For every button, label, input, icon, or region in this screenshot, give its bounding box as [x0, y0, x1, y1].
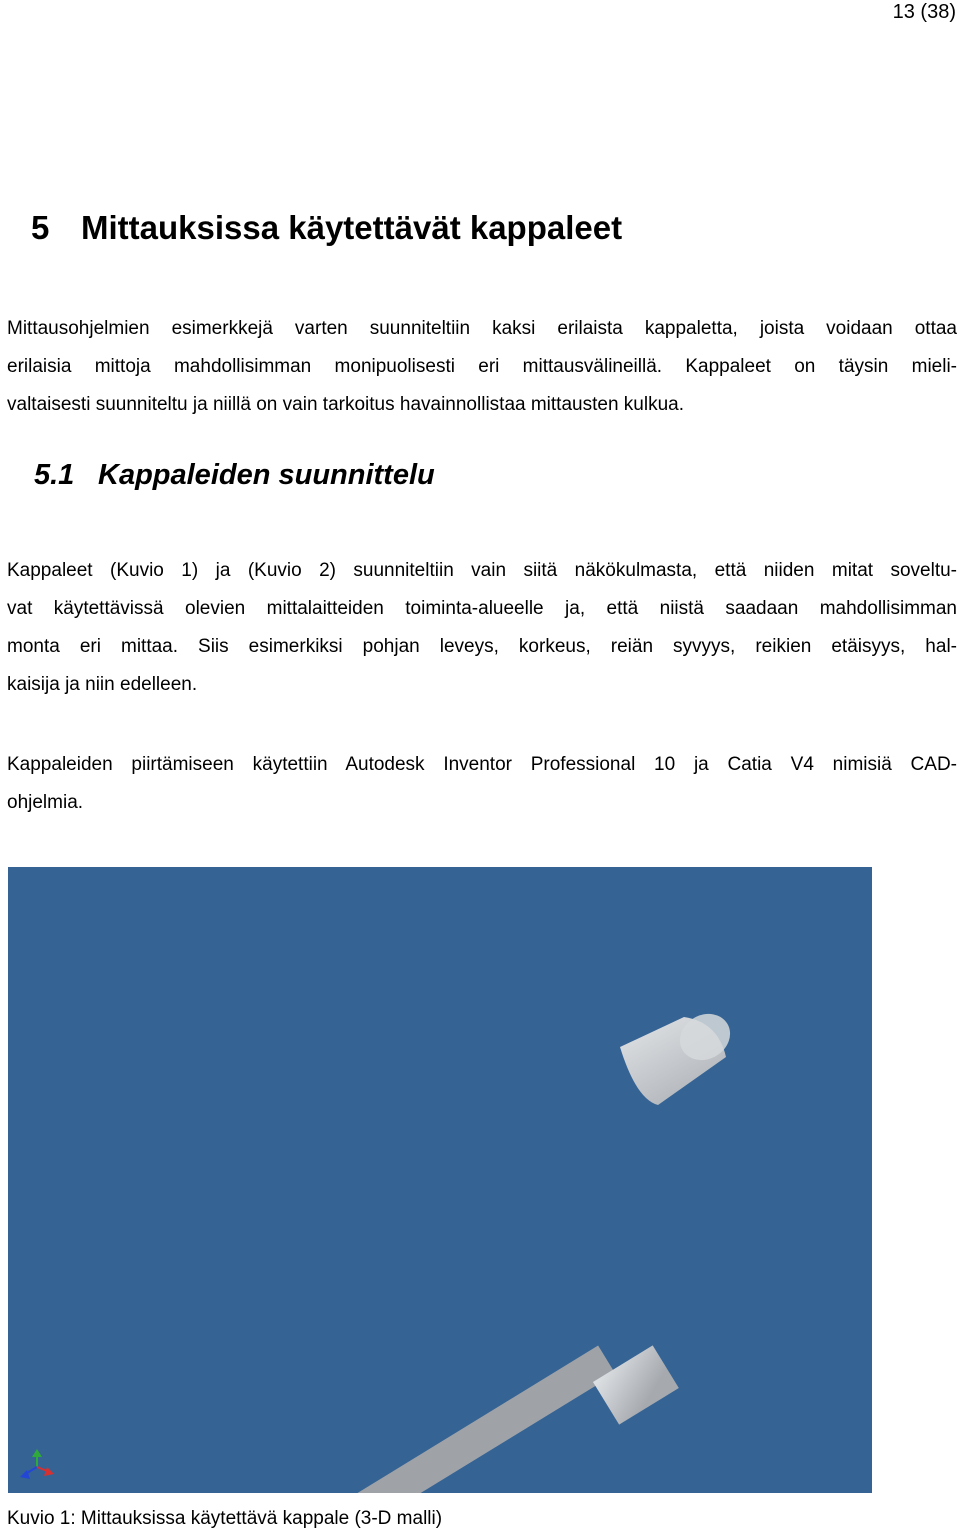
paragraph-line: Mittausohjelmien esimerkkejä varten suunniteltiin kaksi erilaista kappaletta, joista voidaan ottaa [7, 318, 957, 339]
paragraph-line: kaisija ja niin edelleen. [7, 674, 198, 695]
paragraph-line: monta eri mittaa. Siis esimerkiksi pohjan leveys, korkeus, reiän syvyys, reikien etäisyys, hal- [7, 636, 957, 657]
design-paragraph [7, 552, 957, 704]
page-number: 13 (38) [892, 1, 956, 23]
paragraph-line: vat käytettävissä olevien mittalaitteiden toiminta-alueelle ja, että niistä saadaan mahdollisimman [7, 598, 957, 619]
paragraph-line: Kappaleet (Kuvio 1) ja (Kuvio 2) suunniteltiin vain siitä näkökulmasta, että niiden mitat soveltu- [7, 560, 957, 581]
subsection-heading [34, 455, 435, 495]
figure-caption: Kuvio 1: Mittauksissa käytettävä kappale (3-D malli) [7, 1508, 443, 1529]
subsection-title: Kappaleiden suunnittelu [98, 459, 435, 491]
subsection-number: 5.1 [34, 459, 75, 491]
section-number: 5 [31, 209, 50, 246]
paragraph-line: erilaisia mittoja mahdollisimman monipuolisesti eri mittausvälineillä. Kappaleet on täysin mieli- [7, 356, 957, 377]
software-paragraph [7, 746, 957, 822]
shaft-collar [593, 1345, 679, 1424]
cad-model-render [8, 867, 872, 1493]
paragraph-line: Kappaleiden piirtämiseen käytettiin Autodesk Inventor Professional 10 ja Catia V4 nimisiä CAD- [7, 754, 957, 775]
section-title: Mittauksissa käytettävät kappaleet [81, 209, 623, 246]
cad-model-figure [8, 867, 872, 1493]
section-heading [31, 208, 622, 248]
axis-triad-icon [20, 1449, 54, 1479]
paragraph-line: ohjelmia. [7, 792, 84, 813]
paragraph-line: valtaisesti suunniteltu ja niillä on vain tarkoitus havainnollistaa mittausten kulkua. [7, 394, 684, 415]
intro-paragraph [7, 310, 957, 424]
shaft-body [240, 1346, 615, 1493]
